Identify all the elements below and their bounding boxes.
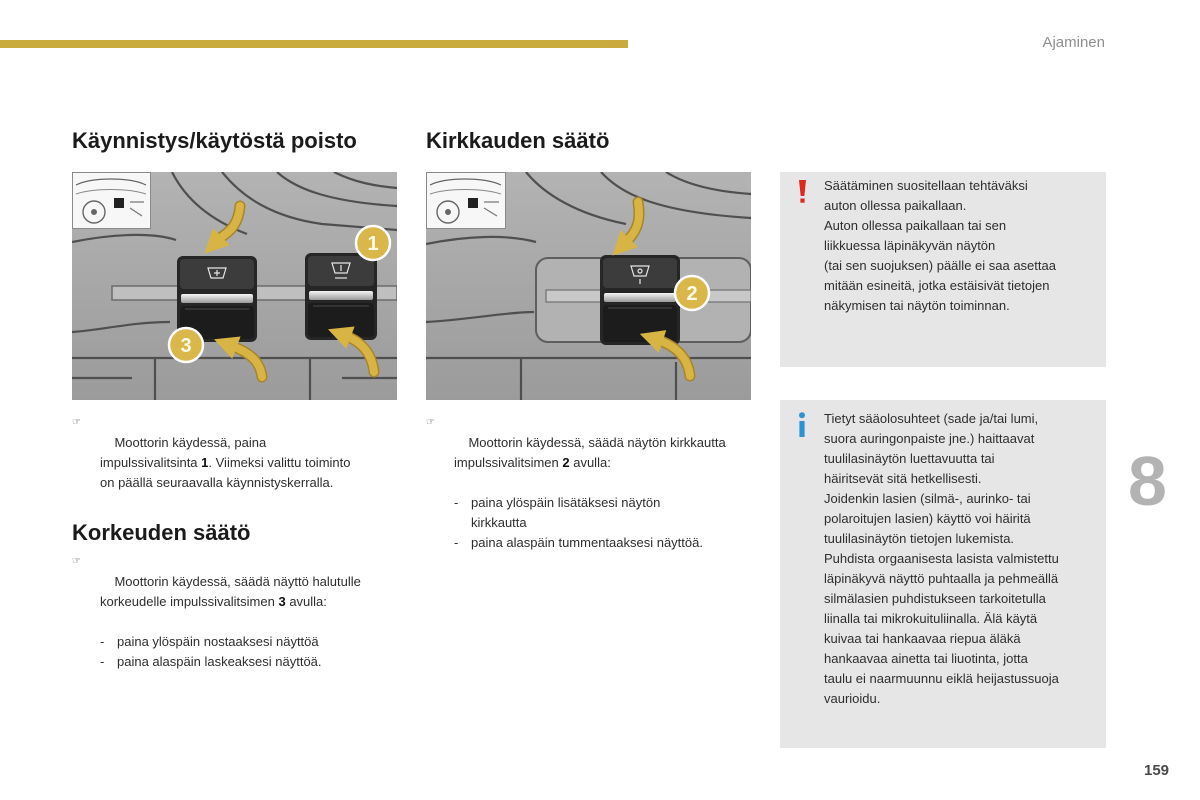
warning-box [780,172,1106,367]
brightness-illustration-svg [426,172,751,400]
list-dash: - [100,634,105,649]
page-number: 159 [1144,762,1170,779]
callout-3 [169,328,203,362]
instruction-text: Moottorin käydessä, paina impulssivalitsinta [100,435,267,470]
callout-2 [675,276,709,310]
brightness-instruction-text [426,413,726,493]
heading-start-stop: Käynnistys/käytöstä poisto [72,128,357,153]
info-icon [796,412,808,437]
list-item [454,533,726,553]
brightness-illustration [426,172,751,400]
switch-start-stop [305,253,377,340]
start-stop-illustration-svg [72,172,397,400]
selector-number: 1 [201,455,209,470]
pointer-hand-icon [72,413,86,433]
callout-2-label: 2 [686,283,698,305]
instruction-text: avulla: [569,455,611,470]
selector-number: 3 [278,594,286,609]
switch-brightness [600,255,680,345]
heading-height: Korkeuden säätö [72,520,251,545]
callout-1-label: 1 [367,233,379,255]
section-title: Ajaminen [1042,34,1105,51]
list-dash: - [100,654,105,669]
list-dash: - [454,495,459,510]
warning-text: Säätäminen suositellaan tehtäväksi auton ollessa paikallaan. Auton ollessa paikallaan tai sen liikkuessa läpinäkyvän näytön (tai sen suojuksen) päälle ei saa asettaa mitään esineitä, jotka estäisivät tietojen näkymisen tai näytön toiminnan. [824,178,1056,313]
step-text: paina ylöspäin lisätäksesi näytön kirkkautta [471,495,661,530]
height-instruction [72,552,361,672]
list-item [100,652,361,672]
car-interior-thumbnail [427,173,506,229]
header-accent-bar [0,40,628,48]
heading-brightness: Kirkkauden säätö [426,128,610,153]
callout-1 [356,226,390,260]
step-text: paina alaspäin laskeaksesi näyttöä. [117,654,322,669]
brightness-steps [426,493,726,553]
step-text: paina alaspäin tummentaaksesi näyttöä. [471,535,703,550]
start-stop-instruction [72,413,350,513]
info-text: Tietyt sääolosuhteet (sade ja/tai lumi, suora auringonpaiste jne.) haittaavat tuulilasinäytön luettavuutta tai häiritsevät sitä hetkellisesti. Joidenkin lasien (silmä-, aurinko- tai polaroitujen lasien) käyttö voi häiritä tuulilasinäytön tietojen lukemista. Puhdista orgaanisesta lasista valmistettu läpinäkyvä näyttö puhtaalla ja pehmeällä silmälasien puhdistukseen tarkoitetulla liinalla tai mikrokuituliinalla. Älä käytä kuivaa tai hankaavaa riepua äläkä hankaavaa ainetta tai liuotinta, jotta taulu ei naarmuunnu eiklä heijastussuoja vaurioidu. [824,411,1059,706]
instruction-text: . Viimeksi valittu toiminto on päällä seuraavalla käynnistyskerralla. [100,455,351,490]
height-steps [72,632,361,672]
step-text: paina ylöspäin nostaaksesi näyttöä [117,634,319,649]
height-instruction-text [72,552,361,632]
pointer-hand-icon [426,413,440,433]
brightness-instruction [426,413,726,553]
instruction-text: Moottorin käydessä, säädä näytön kirkkautta impulssivalitsimen [454,435,726,470]
callout-3-label: 3 [180,335,192,357]
car-interior-thumbnail [73,173,151,229]
list-item [100,632,361,652]
warning-icon [796,180,808,204]
start-stop-instruction-text [72,413,350,513]
instruction-text: Moottorin käydessä, säädä näyttö halutulle korkeudelle impulssivalitsimen [100,574,361,609]
selector-number: 2 [562,455,570,470]
list-item [454,493,726,533]
info-box [780,400,1106,748]
list-dash: - [454,535,459,550]
chapter-number: 8 [1128,442,1167,520]
start-stop-illustration [72,172,397,400]
instruction-text: avulla: [285,594,327,609]
pointer-hand-icon [72,552,86,572]
